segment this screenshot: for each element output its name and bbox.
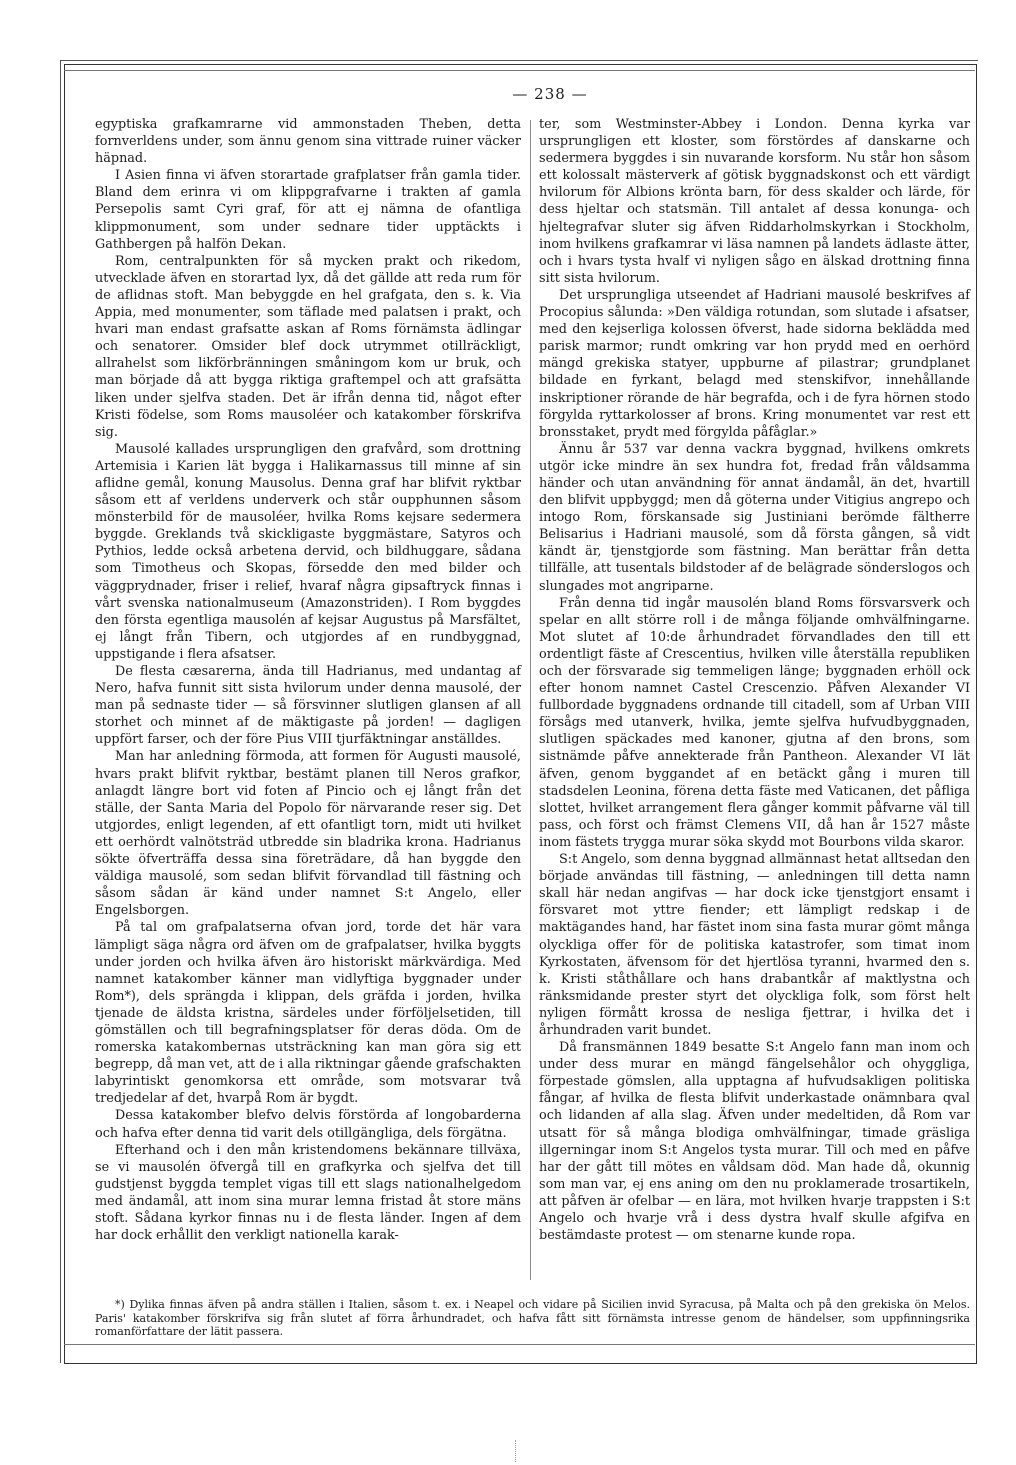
paragraph: Man har anledning förmoda, att formen för Augusti mausolé, hvars prakt blifvit ryktbar, bestämt planen till Neros grafkor, anlagdt längre bort vid foten af Pincio och ej långt från det ställe, der Santa Maria del Popolo för närvarande reser sig. Det utgjordes, enligt legenden, af ett ofantligt torn, midt uti hvilket ett oerhördt valnötsträd utbredde sin bladrika krona. Hadrianus sökte öfverträffa dessa sina företrädare, då han byggde den väldiga mausolé, som sedan blifvit förvandlad till fästning och såsom sådan är känd under namnet S:t Angelo, eller Engelsborgen. (95, 749, 521, 919)
footnote-text: *) Dylika finnas äfven på andra ställen i Italien, såsom t. ex. i Neapel och vidare på Sicilien invid Syracusa, på Malta och på den grekiska ön Melos. Paris' katakomber förskrifva sig från slutet af förra århundradet, och hafva fått sitt förnämsta intresse genom de händelser, som uppfinningsrika romanförfattare der lätit passera. (95, 1298, 970, 1338)
scan-mark (515, 1440, 520, 1462)
page-number: — 238 — (512, 85, 588, 103)
paragraph: På tal om grafpalatserna ofvan jord, torde det här vara lämpligt säga några ord äfven om de grafpalatser, hvilka byggts under jorden och hvilka äfven äro historiskt märkvärdiga. Med namnet katakomber känner man vidlyftiga byggnader under Rom*), dels sprängda i klippan, dels gräfda i jorden, hvilka tjenade de äldsta kristna, särdeles under förföljelsetiden, till gömställen och till begrafningsplatser för deras döda. Om de romerska katakombernas utsträckning kan man göra sig ett begrepp, då man vet, att de i alla riktningar gående grafschakten labyrintiskt genomkorsa ett område, som motsvarar två tredjedelar af det, hvarpå Rom är bygdt. (95, 920, 521, 1107)
paragraph: ter, som Westminster-Abbey i London. Denna kyrka var ursprungligen ett kloster, som förstördes af danskarne och sedermera byggdes i sin nuvarande korsform. Nu står hon såsom ett kolossalt mästerverk af götisk byggnadskonst och ett värdigt hvilorum för Albions krönta barn, för dess skalder och lärde, för dess hjeltar och statsmän. Till antalet af dessa konunga- och hjeltegrafvar sluter sig äfven Riddarholmskyrkan i Stockholm, inom hvilkens grafkamrar vi läsa namnen på landets ädlaste ätter, och i hvars tysta hvalf vi nyligen sågo en älskad drottning finna sitt sista hvilorum. (539, 117, 970, 286)
footnote (95, 1298, 970, 1339)
paragraph: Dessa katakomber blefvo delvis förstörda af longobarderna och hafva efter denna tid varit dels otillgängliga, dels förgätna. (95, 1108, 521, 1141)
paragraph: Ännu år 537 var denna vackra byggnad, hvilkens omkrets utgör icke mindre än sex hundra fot, fredad från våldsamma händer och utan användning för annat ändamål, än det, hvartill den blifvit uppbyggd; men då göterna under Vitigius angrepo och intogo Rom, förskansade sig Justiniani berömde fältherre Belisarius i Hadriani mausolé, som då första gången, så vidt kändt är, tjenstgjorde som fästning. Man berättar från detta tillfälle, att tusentals bildstoder af de belägrade sönderslogos och slungades mot angriparne. (539, 441, 970, 594)
paragraph: Rom, centralpunkten för så mycken prakt och rikedom, utvecklade äfven en storartad lyx, då det gällde att reda rum för de aflidnas stoft. Man bebyggde en hel grafgata, den s. k. Via Appia, med monumenter, som täflade med palatsen i prakt, och hvari man endast grafsatte askan af Roms förnämsta ädlingar och senatorer. Omsider blef dock utrymmet otillräckligt, allrahelst som likförbränningen småningom kom ur bruk, och man började då att bygga riktiga graftempel och att grafsätta liken under sjelfva staden. Det är ifrån denna tid, något efter Kristi födelse, som Roms mausoléer och katakomber förskrifva sig. (95, 253, 521, 440)
top-rule (64, 70, 975, 71)
paragraph: I Asien finna vi äfven storartade grafplatser från gamla tider. Bland dem erinra vi om klippgrafvarne i trakten af gamla Persepolis samt Cyri graf, för att ej nämna de ofantliga klippmonument, som under sednare tider upptäckts i Gathbergen på halfön Dekan. (95, 168, 521, 252)
column-divider (530, 120, 531, 1280)
paragraph: S:t Angelo, som denna byggnad allmännast hetat alltsedan den började användas till fästning, — anledningen till detta namn skall här nedan angifvas — har dock icke tjenstgjort ensamt i försvaret mot yttre fiender; ett lämpligt redskap i de maktägandes hand, har fästet inom sina fasta murar gömt många olyckliga offer för de politiska katastrofer, som timat inom Kyrkostaten, äfvensom för det hjertlösa tyranni, hvarmed den s. k. Kristi ståthållare och hans drabantkår af maktlystna och ränksmidande prester styrt det olyckliga folk, som först helt nyligen förmått krossa de nesliga fjettrar, i hvilka det i århundraden varit bundet. (539, 852, 970, 1038)
paragraph: De flesta cæsarerna, ända till Hadrianus, med undantag af Nero, hafva funnit sitt sista hvilorum under denna mausolé, der man på sednaste tider — så försvinner slutligen glansen af all storhet och minnet af de mäktigaste på jorden! — dagligen uppfört farser, och der före Pius VIII tjurfäktningar anställdes. (95, 664, 521, 748)
paragraph: Då fransmännen 1849 besatte S:t Angelo fann man inom och under dess murar en mängd fängelsehålor och ohyggliga, förpestade gömslen, alla upptagna af hufvudsakligen politiska fångar, af hvilka de flesta blifvit underkastade onämnbara qval och lidanden af alla slag. Äfven under medeltiden, då Rom var utsatt för så många blodiga omhvälfningar, timade gräsliga illgerningar inom S:t Angelos tysta murar. Till och med en påfve har der gått till mötes en våldsam död. Man hade då, okunnig som man var, ej ens aning om den nu proklamerade trosartikeln, att påfven är ofelbar — en lära, mot hvilken hvarje trappsten i S:t Angelo och hvarje vrå i dess dystra hvalf skulle afgifva en bestämdaste protest — om stenarne kunde ropa. (539, 1040, 970, 1244)
bottom-rule (64, 1344, 975, 1345)
paragraph: Från denna tid ingår mausolén bland Roms försvarsverk och spelar en allt större roll i de många följande omhvälfningarne. Mot slutet af 10:de århundradet förvandlades den till ett ordentligt fäste af Crescentius, hvilken ville återställa republiken och der försvarade sig temmeligen länge; byggnaden erhöll ock efter honom namnet Castel Crescenzio. Påfven Alexander VI fullbordade byggnadens ordnande till citadell, som af Urban VIII försågs med utanverk, hvilka, jemte sjelfva hufvudbyggnaden, slutligen späckades med kanoner, gjutna af den brons, som sistnämde påfve annekterade från Pantheon. Alexander VI lät äfven, genom byggandet af en betäckt gång i muren till stadsdelen Leonina, förena detta fäste med Vaticanen, det påfliga slottet, hvilket arrangement flera gånger kommit påfvarne väl till pass, och först och främst Clemens VII, då han år 1527 måste inom fästets trygga murar söka skydd mot Bourbons vilda skaror. (539, 595, 970, 850)
right-column (539, 116, 970, 1244)
paragraph: Det ursprungliga utseendet af Hadriani mausolé beskrifves af Procopius sålunda: »Den väldiga rotundan, som slutade i afsatser, med den kejserliga kolossen öfverst, hade sidorna beklädda med parisk marmor; rundt omkring var hon prydd med en oerhörd mängd grekiska statyer, uppburne af pilastrar; grundplanet bildade en fyrkant, belagd med stenskifvor, innehållande inskriptioner rörande de här begrafda, och i de fyra hörnen stodo förgylda ryttarkolosser af brons. Kring monumentet var rest ett bronsstaket, prydt med förgylda påfåglar.» (539, 287, 970, 440)
left-column (95, 116, 521, 1244)
paragraph: egyptiska grafkamrarne vid ammonstaden Theben, detta fornverldens under, som ännu genom sina vittrade ruiner väcker häpnad. (95, 117, 521, 167)
paragraph: Mausolé kallades ursprungligen den grafvård, som drottning Artemisia i Karien lät bygga i Halikarnassus till minne af sin aflidne gemål, konung Mausolus. Denna graf har blifvit ryktbar såsom ett af verldens underverk och står oupphunnen såsom mönsterbild för de mausoléer, hvilka Roms kejsare sedermera byggde. Greklands två skickligaste byggmästare, Satyros och Pythios, ledde också arbetena dervid, och bildhuggare, sådana som Timotheus och Skopas, försedde den med bilder och väggprydnader, friser i relief, hvaraf några gipsaftryck finnas i vårt svenska nationalmuseum (Amazonstriden). I Rom byggdes den första egentliga mausolén af kejsar Augustus på Marsfältet, ej långt från Tibern, och utgjordes af en rundbyggnad, uppstigande i flera afsatser. (95, 441, 521, 662)
paragraph: Efterhand och i den mån kristendomens bekännare tillväxa, se vi mausolén öfvergå till en grafkyrka och sjelfva det till gudstjenst byggda templet vigas till ett slags nationalhelgedom med ändamål, att inom sina murar lemna fristad åt store mäns stoft. Sådana kyrkor finnas nu i de flesta länder. Ingen af dem har dock erhållit den verkligt nationella karak- (95, 1142, 521, 1244)
